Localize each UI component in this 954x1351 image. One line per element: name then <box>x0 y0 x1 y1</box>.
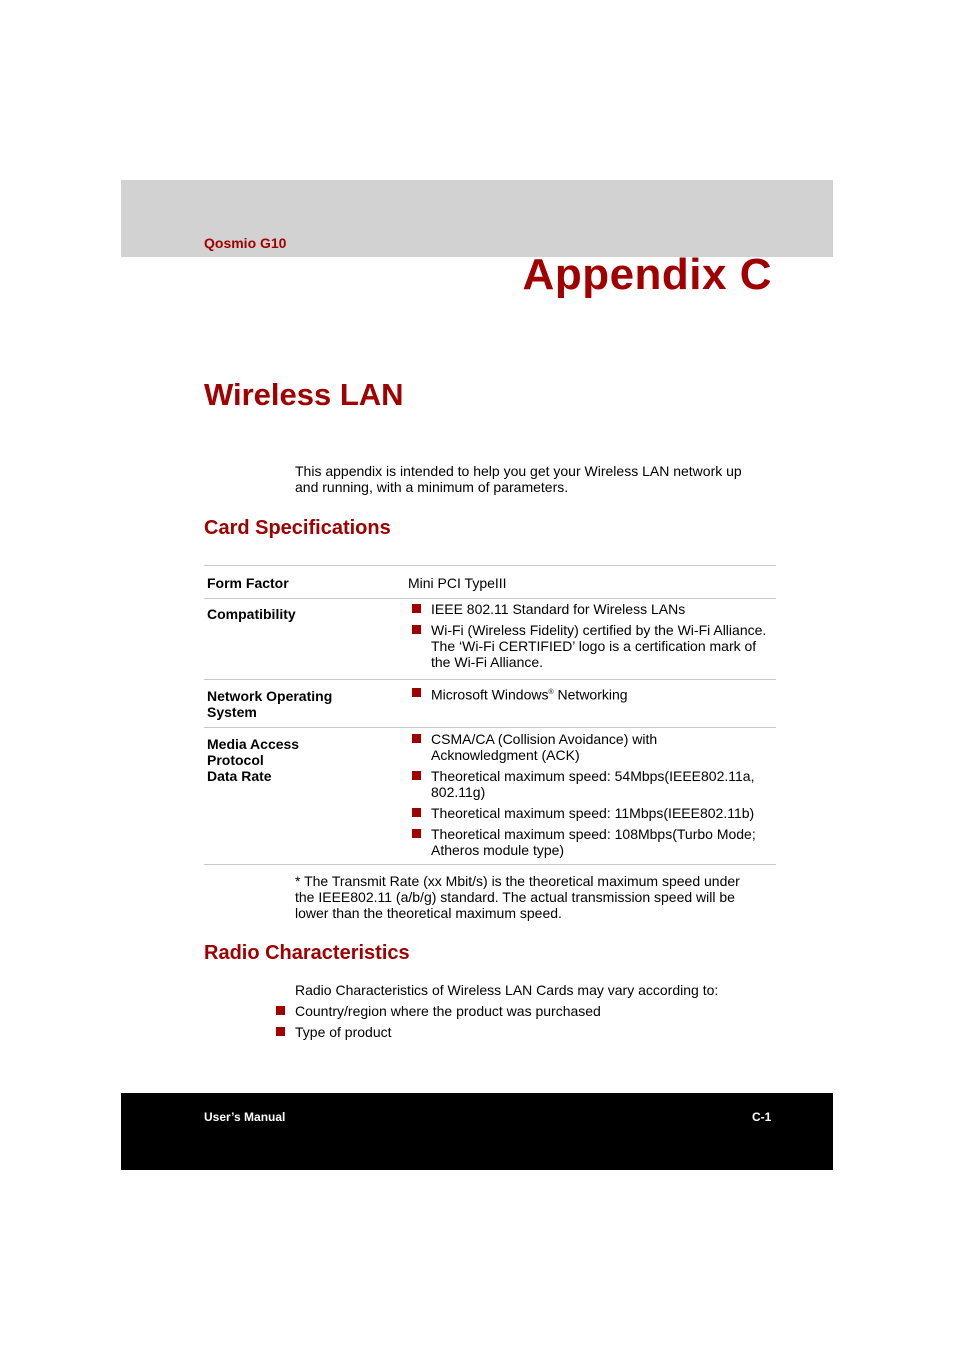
list-item: Microsoft Windows® Networking <box>408 685 776 703</box>
bullet-square-icon <box>412 688 421 697</box>
bullet-square-icon <box>412 734 421 743</box>
list-item: Theoretical maximum speed: 11Mbps(IEEE802.11b) <box>408 805 776 821</box>
footer-band <box>121 1093 833 1170</box>
row-label-media-access: Media Access Protocol Data Rate <box>204 728 408 865</box>
row-value-form-factor: Mini PCI TypeIII <box>408 566 776 599</box>
row-label-compatibility: Compatibility <box>204 599 408 680</box>
appendix-title: Appendix C <box>522 250 772 299</box>
intro-line: This appendix is intended to help you get your Wireless LAN network up <box>295 463 742 479</box>
intro-paragraph <box>295 463 742 495</box>
media-access-list <box>408 731 776 858</box>
table-row <box>204 680 776 728</box>
radio-characteristics-heading: Radio Characteristics <box>204 942 410 964</box>
list-item: Country/region where the product was purchased <box>272 1003 772 1019</box>
list-item: CSMA/CA (Collision Avoidance) with Acknowledgment (ACK) <box>408 731 776 763</box>
intro-line: and running, with a minimum of parameters. <box>295 479 569 495</box>
bullet-square-icon <box>412 604 421 613</box>
table-row <box>204 728 776 865</box>
footer-manual-label: User’s Manual <box>204 1110 286 1124</box>
list-item: Type of product <box>272 1024 772 1040</box>
row-label-network-os: Network Operating System <box>204 680 408 728</box>
row-label-form-factor: Form Factor <box>204 566 408 599</box>
list-item: IEEE 802.11 Standard for Wireless LANs <box>408 601 776 617</box>
bullet-square-icon <box>276 1027 285 1036</box>
table-row <box>204 599 776 680</box>
bullet-square-icon <box>412 829 421 838</box>
list-item: Wi-Fi (Wireless Fidelity) certified by the Wi-Fi Alliance. The ‘Wi-Fi CERTIFIED’ logo is a certification mark of the Wi-Fi Alliance. <box>408 622 776 670</box>
bullet-square-icon <box>412 771 421 780</box>
card-specifications-table <box>204 565 776 865</box>
radio-list <box>272 1003 772 1040</box>
transmit-rate-note: * The Transmit Rate (xx Mbit/s) is the theoretical maximum speed under the IEEE802.11 (a/b/g) standard. The actual transmission speed will be lower than the theoretical maximum speed. <box>295 873 740 921</box>
list-item: Theoretical maximum speed: 54Mbps(IEEE802.11a, 802.11g) <box>408 768 776 800</box>
list-item: Theoretical maximum speed: 108Mbps(Turbo Mode; Atheros module type) <box>408 826 776 858</box>
section-title: Wireless LAN <box>204 377 404 412</box>
table-row <box>204 566 776 599</box>
compatibility-list <box>408 601 776 670</box>
radio-intro: Radio Characteristics of Wireless LAN Cards may vary according to: <box>295 982 719 998</box>
card-specifications-heading: Card Specifications <box>204 517 391 539</box>
page-number: C-1 <box>752 1110 772 1124</box>
network-os-list <box>408 685 776 703</box>
bullet-square-icon <box>412 808 421 817</box>
product-name: Qosmio G10 <box>204 235 287 251</box>
bullet-square-icon <box>276 1006 285 1015</box>
bullet-square-icon <box>412 625 421 634</box>
